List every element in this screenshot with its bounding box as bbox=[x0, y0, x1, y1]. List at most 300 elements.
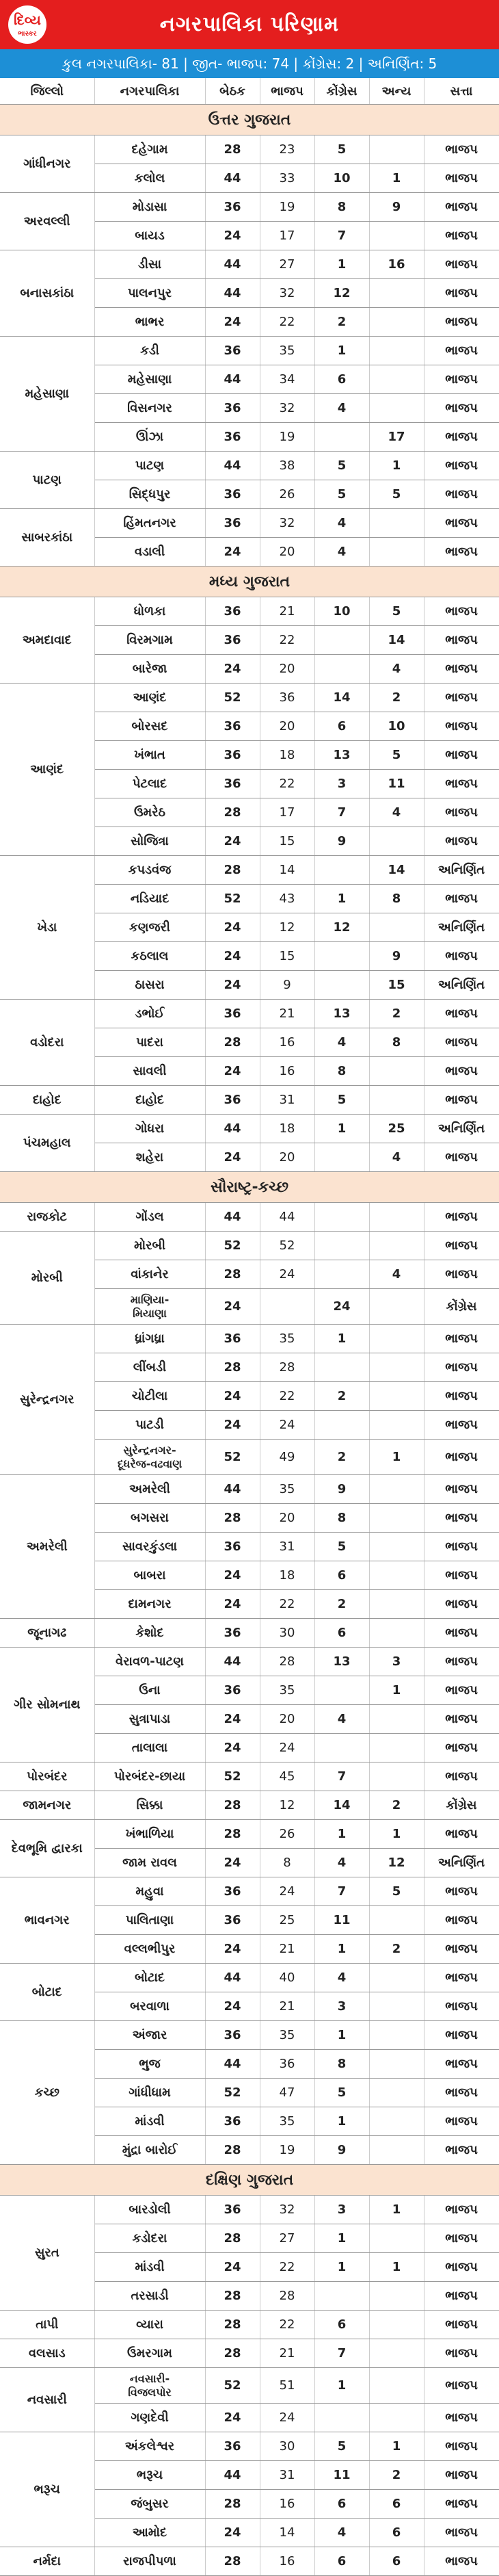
power-cell: ભાજપ bbox=[424, 2519, 499, 2547]
congress-cell: 11 bbox=[314, 2461, 369, 2490]
others-cell bbox=[369, 1057, 424, 1086]
power-cell: ભાજપ bbox=[424, 1762, 499, 1791]
bjp-cell: 21 bbox=[260, 597, 314, 626]
others-cell: 2 bbox=[369, 684, 424, 712]
congress-cell bbox=[314, 1232, 369, 1260]
municipality-cell: ગોધરા bbox=[94, 1115, 205, 1143]
others-cell bbox=[369, 1561, 424, 1590]
bjp-cell: 18 bbox=[260, 1115, 314, 1143]
congress-cell: 5 bbox=[314, 1086, 369, 1115]
municipality-cell: આણંદ bbox=[94, 684, 205, 712]
power-cell: ભાજપ bbox=[424, 538, 499, 567]
bjp-cell: 35 bbox=[260, 1325, 314, 1353]
congress-cell bbox=[314, 655, 369, 684]
district-cell: પંચમહાલ bbox=[0, 1115, 94, 1172]
district-cell: ખેડા bbox=[0, 856, 94, 1000]
congress-cell: 11 bbox=[314, 1906, 369, 1935]
congress-cell bbox=[314, 942, 369, 971]
municipality-cell: વિરમગામ bbox=[94, 626, 205, 655]
others-cell bbox=[369, 2021, 424, 2050]
title-bar bbox=[0, 0, 499, 49]
bjp-cell: 28 bbox=[260, 1648, 314, 1676]
municipality-cell: કણજરી bbox=[94, 913, 205, 942]
power-cell: ભાજપ bbox=[424, 1028, 499, 1057]
district-cell: પાટણ bbox=[0, 452, 94, 509]
seats-cell: 52 bbox=[205, 684, 260, 712]
congress-cell: 6 bbox=[314, 365, 369, 394]
power-cell: ભાજપ bbox=[424, 942, 499, 971]
table-row bbox=[0, 250, 499, 279]
congress-cell: 6 bbox=[314, 2547, 369, 2576]
congress-cell: 4 bbox=[314, 394, 369, 423]
others-cell bbox=[369, 2282, 424, 2311]
congress-cell: 6 bbox=[314, 1619, 369, 1648]
table-row bbox=[0, 2432, 499, 2461]
municipality-cell: પેટલાદ bbox=[94, 770, 205, 798]
congress-cell: 10 bbox=[314, 597, 369, 626]
seats-cell: 36 bbox=[205, 1619, 260, 1648]
district-cell: ગાંધીનગર bbox=[0, 135, 94, 193]
congress-cell: 3 bbox=[314, 1992, 369, 2021]
others-cell bbox=[369, 2311, 424, 2339]
seats-cell: 24 bbox=[205, 1411, 260, 1440]
logo-line-2: ભાસ્કર bbox=[18, 30, 37, 38]
seats-cell: 36 bbox=[205, 1906, 260, 1935]
power-cell: ભાજપ bbox=[424, 1353, 499, 1382]
power-cell: ભાજપ bbox=[424, 1203, 499, 1232]
bjp-cell: 52 bbox=[260, 1232, 314, 1260]
seats-cell: 36 bbox=[205, 2432, 260, 2461]
others-cell bbox=[369, 1619, 424, 1648]
seats-cell: 36 bbox=[205, 1676, 260, 1705]
bjp-cell: 32 bbox=[260, 279, 314, 308]
bjp-cell: 43 bbox=[260, 885, 314, 913]
power-cell: અનિર્ણિત bbox=[424, 856, 499, 885]
table-row bbox=[0, 1820, 499, 1849]
municipality-cell: ઊંઝા bbox=[94, 423, 205, 452]
others-cell: 10 bbox=[369, 712, 424, 741]
col-header-power: સત્તા bbox=[424, 78, 499, 105]
district-cell: અમરેલી bbox=[0, 1475, 94, 1619]
power-cell: ભાજપ bbox=[424, 2461, 499, 2490]
congress-cell: 5 bbox=[314, 480, 369, 509]
table-row bbox=[0, 2547, 499, 2576]
others-cell bbox=[369, 337, 424, 365]
bjp-cell: 20 bbox=[260, 1504, 314, 1533]
congress-cell: 4 bbox=[314, 538, 369, 567]
others-cell: 15 bbox=[369, 971, 424, 1000]
congress-cell: 1 bbox=[314, 337, 369, 365]
congress-cell bbox=[314, 971, 369, 1000]
municipality-cell: ધોળકા bbox=[94, 597, 205, 626]
power-cell: ભાજપ bbox=[424, 798, 499, 827]
seats-cell: 36 bbox=[205, 193, 260, 222]
bjp-cell: 22 bbox=[260, 1590, 314, 1619]
congress-cell bbox=[314, 423, 369, 452]
others-cell bbox=[369, 1762, 424, 1791]
power-cell: ભાજપ bbox=[424, 164, 499, 193]
municipality-cell: શહેરા bbox=[94, 1143, 205, 1172]
seats-cell: 36 bbox=[205, 1000, 260, 1028]
bjp-cell: 22 bbox=[260, 2253, 314, 2282]
col-header-district: જિલ્લો bbox=[0, 78, 94, 105]
table-row bbox=[0, 1000, 499, 1028]
district-cell: જામનગર bbox=[0, 1791, 94, 1820]
congress-cell: 4 bbox=[314, 1849, 369, 1877]
others-cell bbox=[369, 913, 424, 942]
others-cell bbox=[369, 1475, 424, 1504]
municipality-cell: મોરબી bbox=[94, 1232, 205, 1260]
power-cell: ભાજપ bbox=[424, 2432, 499, 2461]
municipality-cell: કઠલાલ bbox=[94, 942, 205, 971]
col-header-others: અન્ય bbox=[369, 78, 424, 105]
power-cell: ભાજપ bbox=[424, 1057, 499, 1086]
seats-cell: 52 bbox=[205, 2368, 260, 2404]
power-cell: ભાજપ bbox=[424, 1382, 499, 1411]
municipality-cell: ભુજ bbox=[94, 2050, 205, 2079]
congress-cell: 7 bbox=[314, 2339, 369, 2368]
bjp-cell: 21 bbox=[260, 1935, 314, 1964]
seats-cell: 24 bbox=[205, 1705, 260, 1734]
power-cell: ભાજપ bbox=[424, 1935, 499, 1964]
others-cell: 5 bbox=[369, 741, 424, 770]
district-cell: નવસારી bbox=[0, 2368, 94, 2432]
bjp-cell: 35 bbox=[260, 1475, 314, 1504]
power-cell: ભાજપ bbox=[424, 2021, 499, 2050]
municipality-cell: કલોલ bbox=[94, 164, 205, 193]
seats-cell: 44 bbox=[205, 279, 260, 308]
others-cell: 14 bbox=[369, 626, 424, 655]
bjp-cell: 40 bbox=[260, 1964, 314, 1992]
power-cell: ભાજપ bbox=[424, 2404, 499, 2432]
bjp-cell: 32 bbox=[260, 509, 314, 538]
others-cell bbox=[369, 1992, 424, 2021]
power-cell: ભાજપ bbox=[424, 1440, 499, 1475]
congress-cell: 5 bbox=[314, 452, 369, 480]
municipality-cell: અમરેલી bbox=[94, 1475, 205, 1504]
region-name: દક્ષિણ ગુજરાત bbox=[0, 2165, 499, 2196]
congress-cell: 3 bbox=[314, 2196, 369, 2224]
others-cell bbox=[369, 2368, 424, 2404]
others-cell: 14 bbox=[369, 856, 424, 885]
municipality-cell: ભરૂચ bbox=[94, 2461, 205, 2490]
congress-cell: 8 bbox=[314, 1504, 369, 1533]
district-cell: સુરત bbox=[0, 2196, 94, 2311]
others-cell bbox=[369, 1734, 424, 1762]
region-header-row bbox=[0, 105, 499, 135]
seats-cell: 24 bbox=[205, 1935, 260, 1964]
seats-cell: 52 bbox=[205, 1232, 260, 1260]
bjp-cell: 28 bbox=[260, 2282, 314, 2311]
power-cell: ભાજપ bbox=[424, 2050, 499, 2079]
bjp-cell: 49 bbox=[260, 1440, 314, 1475]
bjp-cell: 26 bbox=[260, 480, 314, 509]
municipality-cell: સોજિત્રા bbox=[94, 827, 205, 856]
seats-cell: 24 bbox=[205, 1734, 260, 1762]
congress-cell: 8 bbox=[314, 1057, 369, 1086]
region-header-row bbox=[0, 1172, 499, 1203]
congress-cell: 6 bbox=[314, 2490, 369, 2519]
others-cell bbox=[369, 394, 424, 423]
table-row bbox=[0, 1232, 499, 1260]
congress-cell: 7 bbox=[314, 1877, 369, 1906]
municipality-cell: ચોટીલા bbox=[94, 1382, 205, 1411]
bjp-cell: 12 bbox=[260, 1791, 314, 1820]
table-row bbox=[0, 2021, 499, 2050]
congress-cell: 13 bbox=[314, 1648, 369, 1676]
power-cell: ભાજપ bbox=[424, 337, 499, 365]
power-cell: અનિર્ણિત bbox=[424, 1849, 499, 1877]
district-cell: પોરબંદર bbox=[0, 1762, 94, 1791]
congress-cell: 14 bbox=[314, 1791, 369, 1820]
municipality-cell: કપડવંજ bbox=[94, 856, 205, 885]
results-table bbox=[0, 78, 499, 2576]
seats-cell: 28 bbox=[205, 2490, 260, 2519]
power-cell: ભાજપ bbox=[424, 2311, 499, 2339]
congress-cell bbox=[314, 1203, 369, 1232]
municipality-cell: મુંદ્રા બારોઈ bbox=[94, 2136, 205, 2165]
table-row bbox=[0, 135, 499, 164]
power-cell: ભાજપ bbox=[424, 2253, 499, 2282]
congress-cell: 13 bbox=[314, 741, 369, 770]
bjp-cell: 20 bbox=[260, 655, 314, 684]
municipality-cell: સાવલી bbox=[94, 1057, 205, 1086]
seats-cell: 24 bbox=[205, 1992, 260, 2021]
seats-cell: 44 bbox=[205, 250, 260, 279]
power-cell: ભાજપ bbox=[424, 423, 499, 452]
municipality-cell: અંજાર bbox=[94, 2021, 205, 2050]
others-cell: 9 bbox=[369, 942, 424, 971]
others-cell bbox=[369, 1203, 424, 1232]
table-row bbox=[0, 1877, 499, 1906]
others-cell: 4 bbox=[369, 1143, 424, 1172]
bjp-cell: 32 bbox=[260, 2196, 314, 2224]
region-name: સૌરાષ્ટ્ર-કચ્છ bbox=[0, 1172, 499, 1203]
municipality-cell: પાટણ bbox=[94, 452, 205, 480]
others-cell: 3 bbox=[369, 1648, 424, 1676]
table-row bbox=[0, 684, 499, 712]
power-cell: ભાજપ bbox=[424, 1000, 499, 1028]
seats-cell: 36 bbox=[205, 423, 260, 452]
municipality-cell: પાલિતાણા bbox=[94, 1906, 205, 1935]
table-body bbox=[0, 105, 499, 2576]
congress-cell: 4 bbox=[314, 2519, 369, 2547]
seats-cell: 36 bbox=[205, 480, 260, 509]
bjp-cell: 33 bbox=[260, 164, 314, 193]
seats-cell: 28 bbox=[205, 2547, 260, 2576]
others-cell: 11 bbox=[369, 770, 424, 798]
others-cell bbox=[369, 1906, 424, 1935]
municipality-cell: પોરબંદર-છાયા bbox=[94, 1762, 205, 1791]
bjp-cell: 47 bbox=[260, 2079, 314, 2107]
power-cell: ભાજપ bbox=[424, 1086, 499, 1115]
congress-cell bbox=[314, 1411, 369, 1440]
congress-cell: 1 bbox=[314, 2224, 369, 2253]
municipality-cell: બાયડ bbox=[94, 222, 205, 250]
table-row bbox=[0, 509, 499, 538]
municipality-cell: વિસનગર bbox=[94, 394, 205, 423]
others-cell: 5 bbox=[369, 1877, 424, 1906]
others-cell: 6 bbox=[369, 2547, 424, 2576]
bjp-cell: 20 bbox=[260, 538, 314, 567]
congress-cell: 6 bbox=[314, 2311, 369, 2339]
seats-cell: 44 bbox=[205, 164, 260, 193]
others-cell bbox=[369, 1590, 424, 1619]
logo-line-1: દિવ્ય bbox=[14, 12, 41, 28]
municipality-cell: વેરાવળ-પાટણ bbox=[94, 1648, 205, 1676]
others-cell bbox=[369, 365, 424, 394]
others-cell: 1 bbox=[369, 452, 424, 480]
seats-cell: 24 bbox=[205, 827, 260, 856]
summary-bar: કુલ નગરપાલિકા- 81 | જીત- ભાજપ: 74 | કોંગ્રેસ: 2 | અનિર્ણિત: 5 bbox=[0, 49, 499, 78]
power-cell: ભાજપ bbox=[424, 2224, 499, 2253]
district-cell: કચ્છ bbox=[0, 2021, 94, 2165]
congress-cell: 24 bbox=[314, 1289, 369, 1325]
bjp-cell: 24 bbox=[260, 1260, 314, 1289]
municipality-cell: લીંબડી bbox=[94, 1353, 205, 1382]
bjp-cell: 28 bbox=[260, 1353, 314, 1382]
others-cell bbox=[369, 222, 424, 250]
bjp-cell: 31 bbox=[260, 1533, 314, 1561]
bjp-cell: 14 bbox=[260, 856, 314, 885]
seats-cell: 24 bbox=[205, 308, 260, 337]
others-cell bbox=[369, 1353, 424, 1382]
seats-cell: 24 bbox=[205, 1057, 260, 1086]
congress-cell: 10 bbox=[314, 164, 369, 193]
seats-cell: 28 bbox=[205, 1791, 260, 1820]
municipality-cell: ઠાસરા bbox=[94, 971, 205, 1000]
table-row bbox=[0, 597, 499, 626]
seats-cell: 28 bbox=[205, 2136, 260, 2165]
municipality-cell: પાદરા bbox=[94, 1028, 205, 1057]
table-row bbox=[0, 1086, 499, 1115]
congress-cell: 7 bbox=[314, 798, 369, 827]
col-header-seats: બેઠક bbox=[205, 78, 260, 105]
region-name: મધ્ય ગુજરાત bbox=[0, 567, 499, 597]
table-row bbox=[0, 1619, 499, 1648]
others-cell: 4 bbox=[369, 655, 424, 684]
municipality-cell: પાલનપુર bbox=[94, 279, 205, 308]
others-cell bbox=[369, 2224, 424, 2253]
seats-cell: 44 bbox=[205, 2050, 260, 2079]
bjp-cell: 45 bbox=[260, 1762, 314, 1791]
seats-cell: 24 bbox=[205, 1590, 260, 1619]
others-cell: 17 bbox=[369, 423, 424, 452]
bjp-cell: 15 bbox=[260, 827, 314, 856]
power-cell: ભાજપ bbox=[424, 193, 499, 222]
district-cell: ભરૂચ bbox=[0, 2432, 94, 2547]
power-cell: ભાજપ bbox=[424, 1705, 499, 1734]
district-cell: મોરબી bbox=[0, 1232, 94, 1325]
municipality-cell: વાંકાનેર bbox=[94, 1260, 205, 1289]
municipality-cell: મહુવા bbox=[94, 1877, 205, 1906]
congress-cell: 1 bbox=[314, 250, 369, 279]
power-cell: ભાજપ bbox=[424, 2339, 499, 2368]
others-cell bbox=[369, 1964, 424, 1992]
others-cell: 16 bbox=[369, 250, 424, 279]
seats-cell: 28 bbox=[205, 1820, 260, 1849]
power-cell: ભાજપ bbox=[424, 2547, 499, 2576]
others-cell bbox=[369, 1504, 424, 1533]
bjp-cell: 22 bbox=[260, 770, 314, 798]
municipality-cell: બોરસદ bbox=[94, 712, 205, 741]
congress-cell: 1 bbox=[314, 1115, 369, 1143]
others-cell: 2 bbox=[369, 1000, 424, 1028]
others-cell: 25 bbox=[369, 1115, 424, 1143]
municipality-cell: પાટડી bbox=[94, 1411, 205, 1440]
congress-cell: 2 bbox=[314, 1382, 369, 1411]
power-cell: ભાજપ bbox=[424, 770, 499, 798]
power-cell: ભાજપ bbox=[424, 2107, 499, 2136]
district-cell: મહેસાણા bbox=[0, 337, 94, 452]
table-row bbox=[0, 337, 499, 365]
seats-cell: 36 bbox=[205, 626, 260, 655]
power-cell: કોંગ્રેસ bbox=[424, 1289, 499, 1325]
power-cell: કોંગ્રેસ bbox=[424, 1791, 499, 1820]
municipality-cell: રાજપીપળા bbox=[94, 2547, 205, 2576]
congress-cell: 5 bbox=[314, 1533, 369, 1561]
congress-cell bbox=[314, 1353, 369, 1382]
municipality-cell: ગોંડલ bbox=[94, 1203, 205, 1232]
seats-cell: 36 bbox=[205, 509, 260, 538]
municipality-cell: દામનગર bbox=[94, 1590, 205, 1619]
power-cell: ભાજપ bbox=[424, 1561, 499, 1590]
others-cell: 1 bbox=[369, 2196, 424, 2224]
district-cell: ભાવનગર bbox=[0, 1877, 94, 1964]
seats-cell: 36 bbox=[205, 2021, 260, 2050]
municipality-cell: ગણદેવી bbox=[94, 2404, 205, 2432]
congress-cell: 14 bbox=[314, 684, 369, 712]
others-cell: 8 bbox=[369, 885, 424, 913]
bjp-cell: 16 bbox=[260, 1028, 314, 1057]
seats-cell: 24 bbox=[205, 2519, 260, 2547]
municipality-cell: દહેગામ bbox=[94, 135, 205, 164]
power-cell: ભાજપ bbox=[424, 1619, 499, 1648]
others-cell bbox=[369, 2050, 424, 2079]
district-cell: દાહોદ bbox=[0, 1086, 94, 1115]
municipality-cell: બારડોલી bbox=[94, 2196, 205, 2224]
congress-cell: 1 bbox=[314, 2253, 369, 2282]
bjp-cell: 51 bbox=[260, 2368, 314, 2404]
power-cell: ભાજપ bbox=[424, 1260, 499, 1289]
municipality-cell: ડભોઈ bbox=[94, 1000, 205, 1028]
municipality-cell: બોટાદ bbox=[94, 1964, 205, 1992]
table-row bbox=[0, 1203, 499, 1232]
congress-cell: 2 bbox=[314, 1590, 369, 1619]
power-cell: ભાજપ bbox=[424, 712, 499, 741]
bjp-cell: 14 bbox=[260, 2519, 314, 2547]
others-cell bbox=[369, 1289, 424, 1325]
congress-cell bbox=[314, 1734, 369, 1762]
congress-cell: 4 bbox=[314, 509, 369, 538]
municipality-cell: ઉમરેઠ bbox=[94, 798, 205, 827]
bjp-cell: 24 bbox=[260, 1411, 314, 1440]
municipality-cell: તાલાલા bbox=[94, 1734, 205, 1762]
bjp-cell: 22 bbox=[260, 1382, 314, 1411]
others-cell: 1 bbox=[369, 2253, 424, 2282]
power-cell: ભાજપ bbox=[424, 279, 499, 308]
seats-cell: 28 bbox=[205, 1504, 260, 1533]
congress-cell: 6 bbox=[314, 1561, 369, 1590]
power-cell: ભાજપ bbox=[424, 2079, 499, 2107]
bjp-cell: 8 bbox=[260, 1849, 314, 1877]
power-cell: ભાજપ bbox=[424, 1734, 499, 1762]
congress-cell: 5 bbox=[314, 2079, 369, 2107]
others-cell bbox=[369, 308, 424, 337]
seats-cell: 44 bbox=[205, 2461, 260, 2490]
district-cell: ગીર સોમનાથ bbox=[0, 1648, 94, 1762]
seats-cell: 36 bbox=[205, 770, 260, 798]
